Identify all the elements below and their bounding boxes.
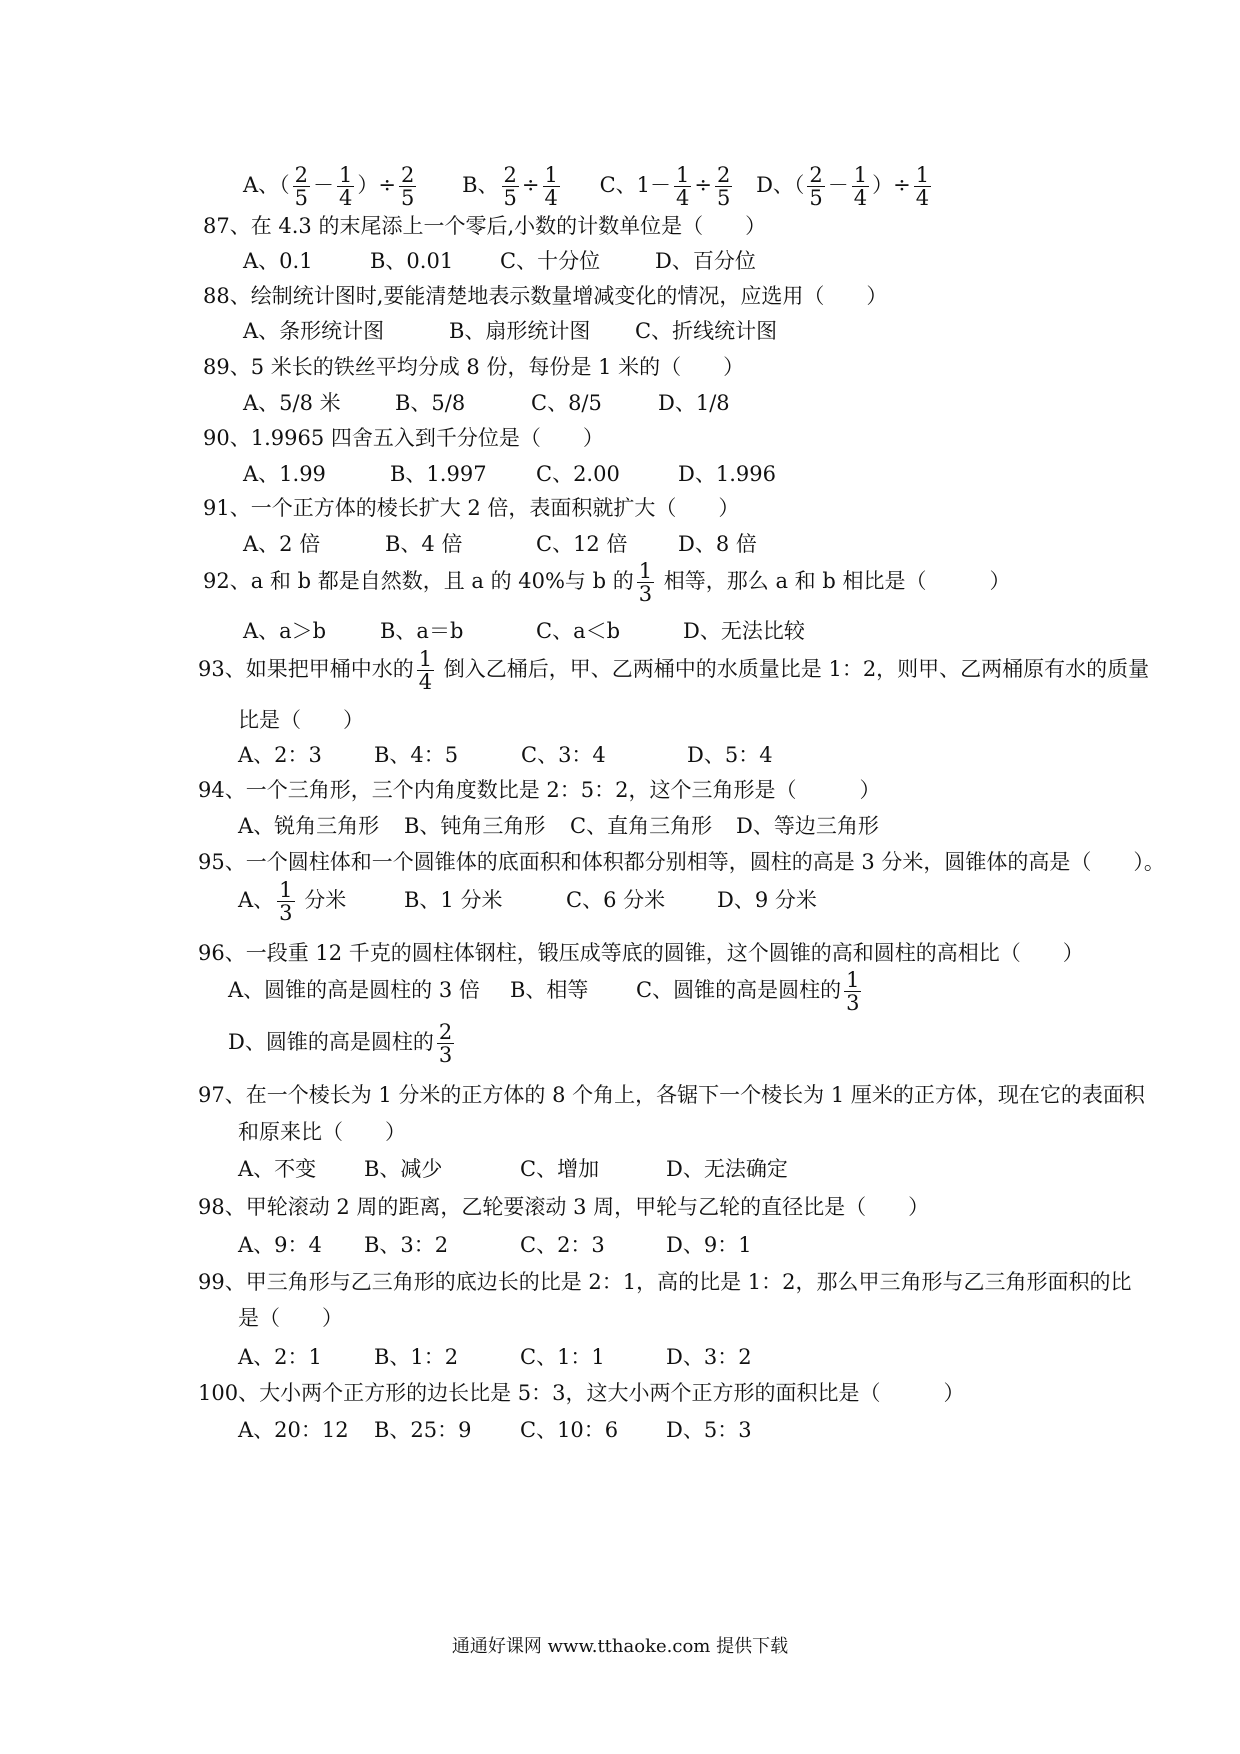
fraction	[543, 164, 560, 209]
denominator: 4	[853, 186, 868, 210]
q88-stem: 88、绘制统计图时,要能清楚地表示数量增减变化的情况，应选用（ ）	[203, 284, 888, 308]
q95-option-d: D、9 分米	[717, 888, 817, 912]
q88-options	[243, 318, 777, 344]
denominator: 5	[294, 186, 309, 210]
q89-option-d: D、1/8	[658, 391, 730, 415]
operator: ）÷	[357, 173, 397, 197]
q95-option-c: C、6 分米	[566, 888, 666, 912]
q90-option-b: B、1.997	[390, 462, 487, 486]
fraction	[844, 969, 861, 1014]
q89-option-c: C、8/5	[531, 391, 602, 415]
option-text: 分米	[297, 888, 347, 912]
q90-option-c: C、2.00	[536, 462, 620, 486]
q100-option-d: D、5：3	[666, 1418, 752, 1442]
operator: ÷	[521, 173, 540, 197]
fraction	[417, 648, 434, 693]
q90-option-a: A、1.99	[243, 462, 326, 486]
q86-option-d	[756, 162, 934, 209]
operator: －	[827, 173, 849, 197]
q95-option-a	[238, 877, 404, 924]
q97-option-c: C、增加	[520, 1157, 600, 1181]
q96-stem: 96、一段重 12 千克的圆柱体钢柱，锻压成等底的圆锥，这个圆锥的高和圆柱的高相比（ ）	[198, 941, 1084, 965]
option-label: C、1－	[599, 173, 672, 197]
paren: （	[793, 173, 805, 197]
q92-stem	[203, 558, 1010, 605]
fraction	[293, 164, 310, 209]
q99-options	[238, 1344, 752, 1370]
q87-option-a: A、0.1	[243, 249, 313, 273]
option-label: D、	[756, 173, 794, 197]
denominator: 5	[717, 186, 731, 210]
q86-option-b	[462, 162, 563, 209]
q93-stem-cont: 比是（ ）	[238, 708, 364, 732]
q92-option-b: B、a＝b	[380, 619, 464, 643]
denominator: 4	[544, 186, 558, 210]
q88-option-c: C、折线统计图	[635, 319, 778, 343]
numerator: 1	[846, 968, 860, 992]
q97-option-b: B、减少	[364, 1157, 443, 1181]
denominator: 5	[401, 186, 415, 210]
option-text: C、圆锥的高是圆柱的	[636, 978, 842, 1002]
q93-options	[238, 742, 773, 768]
denominator: 3	[279, 901, 293, 925]
fraction	[914, 164, 931, 209]
q99-option-d: D、3：2	[666, 1345, 752, 1369]
numerator: 1	[279, 878, 293, 902]
denominator: 3	[638, 582, 653, 606]
q95-options	[238, 877, 817, 924]
fraction	[852, 164, 869, 209]
q95-option-b: B、1 分米	[404, 888, 503, 912]
q91-option-c: C、12 倍	[536, 532, 628, 556]
option-label: A、	[238, 888, 275, 912]
q100-option-b: B、25：9	[374, 1418, 472, 1442]
fraction	[715, 164, 732, 209]
q90-options	[243, 461, 776, 487]
operator: ÷	[694, 173, 712, 197]
q93-option-b: B、4：5	[374, 743, 459, 767]
numerator: 1	[418, 647, 433, 671]
numerator: 1	[544, 163, 558, 187]
q89-stem: 89、5 米长的铁丝平均分成 8 份，每份是 1 米的（ ）	[203, 355, 745, 379]
q95-stem: 95、一个圆柱体和一个圆锥体的底面积和体积都分别相等，圆柱的高是 3 分米，圆锥体的高是（ ）。	[198, 850, 1165, 874]
q92-options	[243, 618, 805, 644]
numerator: 1	[638, 559, 653, 583]
option-label: A、	[243, 173, 280, 197]
q90-stem: 90、1.9965 四舍五入到千分位是（ ）	[203, 426, 604, 450]
option-label: B、	[462, 173, 499, 197]
q87-stem: 87、在 4.3 的末尾添上一个零后,小数的计数单位是（ ）	[203, 214, 767, 238]
q96-option-a: A、圆锥的高是圆柱的 3 倍	[228, 978, 480, 1002]
q100-option-a: A、20：12	[238, 1418, 349, 1442]
q91-options	[243, 531, 757, 557]
q99-stem: 99、甲三角形与乙三角形的底边长的比是 2：1，高的比是 1：2，那么甲三角形与乙三角形面积的比	[198, 1270, 1132, 1294]
q99-stem-cont: 是（ ）	[238, 1306, 343, 1330]
q92-option-a: A、a＞b	[243, 619, 327, 643]
q89-options	[243, 390, 730, 416]
q100-stem: 100、大小两个正方形的边长比是 5：3，这大小两个正方形的面积比是（ ）	[198, 1381, 965, 1405]
q87-options	[243, 248, 756, 274]
q93-option-c: C、3：4	[521, 743, 606, 767]
numerator: 2	[717, 163, 731, 187]
q98-option-a: A、9：4	[238, 1233, 322, 1257]
numerator: 2	[503, 163, 517, 187]
q89-option-b: B、5/8	[395, 391, 466, 415]
fraction	[807, 164, 824, 209]
stem-text: 相等，那么 a 和 b 相比是（ ）	[657, 569, 1011, 593]
q91-option-d: D、8 倍	[678, 532, 757, 556]
q97-option-d: D、无法确定	[666, 1157, 788, 1181]
q88-option-b: B、扇形统计图	[449, 319, 591, 343]
q97-options	[238, 1156, 788, 1182]
q98-options	[238, 1232, 752, 1258]
q92-option-d: D、无法比较	[683, 619, 805, 643]
q97-option-a: A、不变	[238, 1157, 317, 1181]
q96-option-b: B、相等	[510, 978, 589, 1002]
q98-option-d: D、9：1	[666, 1233, 752, 1257]
fraction	[337, 164, 354, 209]
q94-stem: 94、一个三角形，三个内角度数比是 2：5：2，这个三角形是（ ）	[198, 778, 881, 802]
q90-option-d: D、1.996	[678, 462, 776, 486]
q97-stem: 97、在一个棱长为 1 分米的正方体的 8 个角上，各锯下一个棱长为 1 厘米的正方体，现在它的表面积	[198, 1083, 1145, 1107]
numerator: 1	[853, 163, 868, 187]
q86-option-a	[243, 162, 419, 209]
q91-stem: 91、一个正方体的棱长扩大 2 倍，表面积就扩大（ ）	[203, 496, 740, 520]
denominator: 4	[418, 670, 433, 694]
numerator: 1	[915, 163, 930, 187]
option-text: D、圆锥的高是圆柱的	[228, 1030, 434, 1054]
numerator: 2	[438, 1020, 453, 1044]
denominator: 4	[915, 186, 930, 210]
q98-option-b: B、3：2	[364, 1233, 449, 1257]
q100-options	[238, 1417, 752, 1443]
denominator: 3	[438, 1043, 453, 1067]
q99-option-c: C、1：1	[520, 1345, 605, 1369]
q93-option-d: D、5：4	[687, 743, 773, 767]
operator: ）÷	[872, 173, 911, 197]
q94-options	[238, 813, 879, 839]
numerator: 2	[809, 163, 823, 187]
numerator: 1	[676, 163, 690, 187]
q89-option-a: A、5/8 米	[243, 391, 341, 415]
denominator: 3	[846, 991, 860, 1015]
q87-option-b: B、0.01	[370, 249, 454, 273]
q86-options	[243, 162, 934, 209]
q98-option-c: C、2：3	[520, 1233, 605, 1257]
fraction	[637, 560, 654, 605]
footer-download-note: 通通好课网 www.tthaoke.com 提供下载	[451, 1636, 789, 1657]
q98-stem: 98、甲轮滚动 2 周的距离，乙轮要滚动 3 周，甲轮与乙轮的直径比是（ ）	[198, 1195, 930, 1219]
q99-option-b: B、1：2	[374, 1345, 459, 1369]
paren: （	[279, 173, 290, 197]
denominator: 4	[339, 186, 353, 210]
stem-text: 倒入乙桶后，甲、乙两桶中的水质量比是 1：2，则甲、乙两桶原有水的质量	[437, 657, 1150, 681]
denominator: 5	[809, 186, 823, 210]
stem-text: 92、a 和 b 都是自然数，且 a 的 40%与 b 的	[203, 569, 634, 593]
q94-option-b: B、钝角三角形	[404, 814, 546, 838]
q100-option-c: C、10：6	[520, 1418, 619, 1442]
q94-option-c: C、直角三角形	[570, 814, 713, 838]
denominator: 4	[676, 186, 690, 210]
q93-stem	[198, 646, 1149, 693]
q91-option-b: B、4 倍	[385, 532, 463, 556]
q96-option-c	[636, 967, 864, 1014]
numerator: 1	[339, 163, 353, 187]
fraction	[399, 164, 416, 209]
fraction	[674, 164, 691, 209]
q87-option-c: C、十分位	[500, 249, 601, 273]
q93-option-a: A、2：3	[238, 743, 322, 767]
stem-text: 93、如果把甲桶中水的	[198, 657, 414, 681]
q94-option-a: A、锐角三角形	[238, 814, 380, 838]
q91-option-a: A、2 倍	[243, 532, 321, 556]
q94-option-d: D、等边三角形	[736, 814, 879, 838]
q99-option-a: A、2：1	[238, 1345, 322, 1369]
q96-option-d	[228, 1019, 457, 1066]
denominator: 5	[503, 186, 517, 210]
fraction	[277, 879, 294, 924]
numerator: 2	[294, 163, 309, 187]
fraction	[437, 1021, 454, 1066]
numerator: 2	[401, 163, 415, 187]
q97-stem-cont: 和原来比（ ）	[238, 1120, 406, 1144]
q92-option-c: C、a＜b	[536, 619, 621, 643]
fraction	[502, 164, 519, 209]
q96-options	[228, 967, 864, 1014]
q88-option-a: A、条形统计图	[243, 319, 385, 343]
q87-option-d: D、百分位	[655, 249, 756, 273]
operator: －	[313, 173, 335, 197]
q86-option-c	[600, 162, 736, 209]
